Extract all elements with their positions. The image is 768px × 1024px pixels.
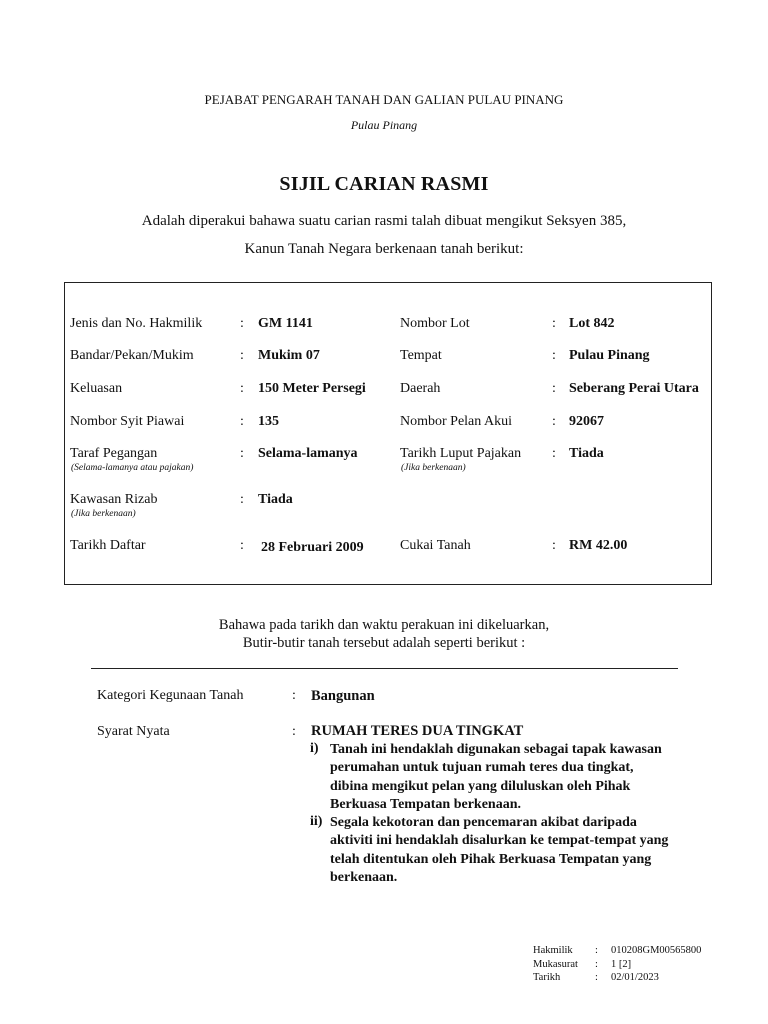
colon: :: [552, 446, 556, 461]
jenis-label: Jenis dan No. Hakmilik: [70, 316, 203, 331]
footer-labels: [533, 944, 578, 985]
syit-label: Nombor Syit Piawai: [70, 414, 185, 429]
tarikh-value: 02/01/2023: [611, 972, 659, 983]
daerah-value: Seberang Perai Utara: [569, 381, 699, 396]
condition-item-number: i): [310, 741, 319, 756]
colon: :: [552, 538, 556, 553]
syarat-title: RUMAH TERES DUA TINGKAT: [311, 723, 524, 739]
colon: :: [595, 945, 598, 956]
issue-statement: [0, 616, 768, 652]
tempat-value: Pulau Pinang: [569, 348, 650, 363]
colon: :: [240, 348, 244, 363]
taraf-value: Selama-lamanya: [258, 446, 358, 461]
office-name: PEJABAT PENGARAH TANAH DAN GALIAN PULAU PINANG: [204, 92, 564, 107]
mukasurat-value: 1 [2]: [611, 958, 632, 970]
lot-label: Nombor Lot: [400, 316, 470, 331]
colon: :: [552, 316, 556, 331]
pelan-label: Nombor Pelan Akui: [400, 414, 512, 429]
rizab-label: Kawasan Rizab: [70, 492, 158, 507]
luput-value: Tiada: [569, 446, 604, 461]
colon: :: [552, 414, 556, 429]
bandar-label: Bandar/Pekan/Mukim: [70, 348, 194, 363]
cukai-label: Cukai Tanah: [400, 538, 471, 553]
colon: :: [240, 414, 244, 429]
hakmilik-value: 010208GM00565800: [611, 945, 702, 956]
syit-value: 135: [258, 414, 279, 429]
intro-text: [0, 207, 768, 263]
intro-line-1: Adalah diperakui bahawa suatu carian rasmi talah dibuat mengikut Seksyen 385,: [141, 213, 627, 229]
divider: [91, 668, 678, 669]
daerah-label: Daerah: [400, 381, 441, 396]
rizab-sublabel: (Jika berkenaan): [71, 509, 136, 519]
taraf-sublabel: (Selama-lamanya atau pajakan): [71, 463, 194, 473]
cukai-value: RM 42.00: [569, 538, 628, 553]
colon: :: [240, 381, 244, 396]
luput-sublabel: (Jika berkenaan): [401, 463, 466, 473]
lot-value: Lot 842: [569, 316, 615, 331]
land-details-box: [64, 282, 712, 585]
colon: :: [240, 492, 244, 507]
keluasan-label: Keluasan: [70, 381, 123, 396]
keluasan-value: 150 Meter Persegi: [258, 381, 366, 396]
kategori-value: Bangunan: [311, 688, 375, 704]
rizab-value: Tiada: [258, 492, 293, 507]
colon: :: [240, 538, 244, 553]
taraf-label: Taraf Pegangan: [70, 446, 158, 461]
condition-item-text: Tanah ini hendaklah digunakan sebagai tapak kawasan perumahan untuk tujuan rumah teres dua tingkat, dibina mengikut pelan yang diluluskan oleh Pihak Berkuasa Tempatan berkenaan.: [330, 742, 662, 812]
hakmilik-label: Hakmilik: [533, 945, 573, 956]
document-title: SIJIL CARIAN RASMI: [279, 173, 489, 195]
kategori-label: Kategori Kegunaan Tanah: [97, 688, 244, 703]
issue-line-2: Butir-butir tanah tersebut adalah seperti berikut :: [242, 635, 526, 651]
colon: :: [292, 688, 296, 703]
daftar-label: Tarikh Daftar: [70, 538, 146, 553]
tempat-label: Tempat: [400, 348, 442, 363]
syarat-label: Syarat Nyata: [97, 724, 170, 739]
condition-item-text: Segala kekotoran dan pencemaran akibat daripada aktiviti ini hendaklah disalurkan ke tempat-tempat yang telah ditentukan oleh Pihak Berkuasa Tempatan yang berkenaan.: [330, 815, 669, 885]
colon: :: [595, 958, 598, 970]
intro-line-2: Kanun Tanah Negara berkenaan tanah berikut:: [244, 241, 524, 257]
condition-item-number: ii): [310, 814, 323, 829]
colon: :: [292, 724, 296, 739]
issue-line-1: Bahawa pada tarikh dan waktu perakuan ini dikeluarkan,: [218, 617, 550, 633]
pelan-value: 92067: [569, 414, 604, 429]
daftar-value: 28 Februari 2009: [261, 540, 364, 555]
footer-values: [611, 944, 701, 985]
colon: :: [595, 972, 598, 983]
colon: :: [552, 348, 556, 363]
mukasurat-label: Mukasurat: [533, 958, 578, 970]
jenis-value: GM 1141: [258, 316, 313, 331]
colon: :: [240, 316, 244, 331]
footer-colons: [595, 944, 598, 985]
bandar-value: Mukim 07: [258, 348, 320, 363]
tarikh-label: Tarikh: [533, 972, 561, 983]
colon: :: [552, 381, 556, 396]
luput-label: Tarikh Luput Pajakan: [400, 446, 522, 461]
state-name: Pulau Pinang: [350, 118, 418, 132]
colon: :: [240, 446, 244, 461]
